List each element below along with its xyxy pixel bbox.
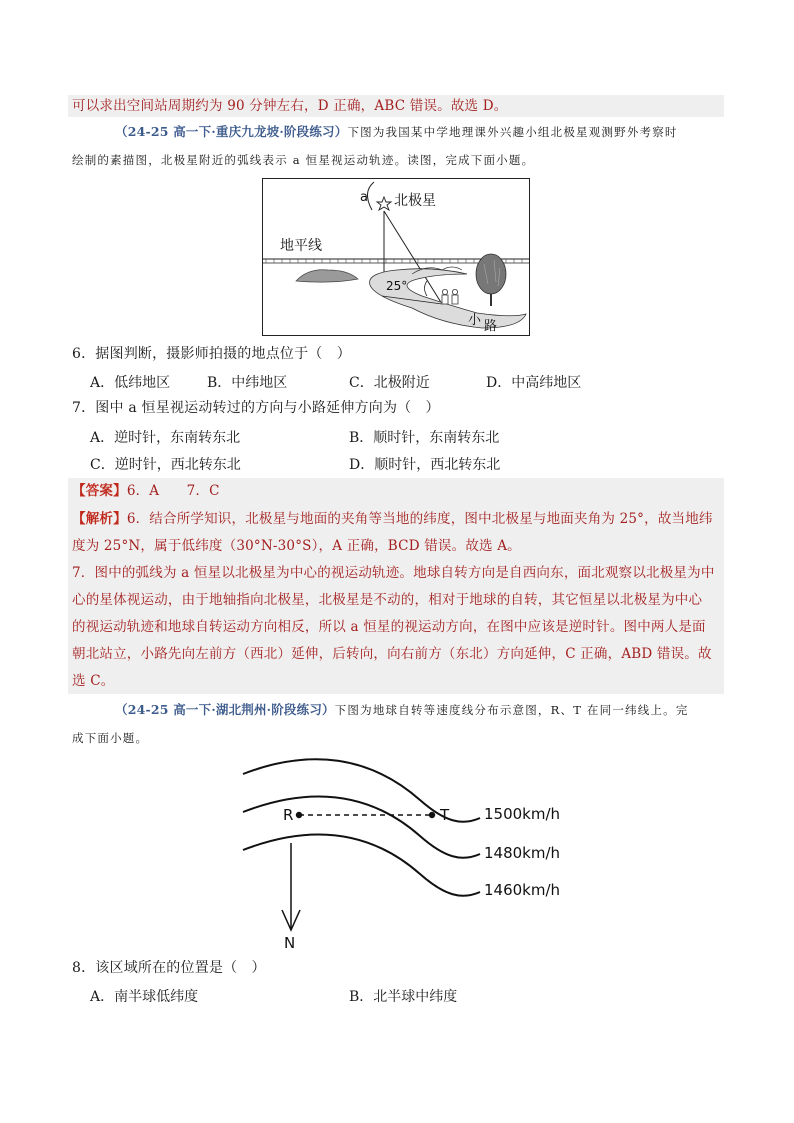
passage2-line-1 [115,700,689,720]
passage2-stem-2: 成下面小题。 [72,731,149,745]
q8-stem: 8．该区域所在的位置是（ ） [72,960,266,976]
point-R [296,812,302,818]
analysis-line-4: 心的星体视运动，由于地轴指向北极星，北极星是不动的，相对于地球的自转，其它恒星以北极星为中心 [72,592,703,608]
q8-option-b[interactable]: B．北半球中纬度 [349,989,458,1005]
q6-stem: 6．据图判断，摄影师拍摄的地点位于（ ） [72,346,351,362]
star-a-label: a [360,190,368,205]
analysis-line-5: 的视运动轨迹和地球自转运动方向相反，所以 a 恒星的视运动方向，在图中应该是逆时针。图中两人是面 [72,619,706,635]
q7-option-b[interactable]: B．顺时针，东南转东北 [349,430,500,446]
label-N: N [284,934,296,952]
analysis-text-1: 6．结合所学知识，北极星与地面的夹角等当地的纬度，图中北极星与地面夹角为 25°，故当地纬 [126,511,713,527]
speed-label-1500: 1500km/h [484,805,561,823]
passage1-source: （24-25 高一下·重庆九龙坡·阶段练习） [115,124,348,139]
passage1-stem-2: 绘制的素描图，北极星附近的弧线表示 a 恒星视运动轨迹。读图，完成下面小题。 [72,153,535,167]
q8-option-a[interactable]: A．南半球低纬度 [90,989,199,1005]
analysis-line-6: 朝北站立，小路先向左前方（西北）延伸，后转向，向右前方（东北）方向延伸，C 正确，ABD 错误。故 [72,646,712,662]
q6-option-a[interactable]: A．低纬地区 [90,375,171,391]
q7-option-c[interactable]: C．逆时针，西北转东北 [90,457,241,473]
q6-option-d[interactable]: D．中高纬地区 [486,375,582,391]
analysis-line-2: 度为 25°N，属于低纬度（30°N-30°S），A 正确，BCD 错误。故选 A。 [72,538,521,554]
passage1-stem-1: 下图为我国某中学地理课外兴趣小组北极星观测野外考察时 [347,125,678,139]
polaris-label: 北极星 [394,193,436,209]
q7-option-a[interactable]: A．逆时针，东南转东北 [90,430,241,446]
angle-label: 25° [386,279,408,293]
analysis-line-3: 7．图中的弧线为 a 恒星以北极星为中心的视运动轨迹。地球自转方向是自西向东，面北观察以北极星为中 [72,565,715,581]
label-R: R [283,806,294,824]
speed-label-1480: 1480km/h [484,844,561,862]
q7-stem: 7．图中 a 恒星视运动转过的方向与小路延伸方向为（ ） [72,400,440,416]
analysis-line-7: 选 C。 [72,673,115,689]
answer-text: 6．A 7．C [126,483,220,499]
analysis-line-1 [72,509,713,529]
answer-line [72,481,220,501]
road-label-2: 路 [484,319,498,334]
passage2-source: （24-25 高一下·湖北荆州·阶段练习） [115,702,335,717]
rotation-speed-isoline-figure [240,752,570,952]
intro-line: 可以求出空间站周期约为 90 分钟左右，D 正确，ABC 错误。故选 D。 [72,98,508,114]
q7-option-d[interactable]: D．顺时针，西北转东北 [349,457,501,473]
passage1-line-1 [115,122,678,142]
passage2-stem-1: 下图为地球自转等速度线分布示意图，R、T 在同一纬线上。完 [334,703,689,717]
tree-icon [476,254,506,294]
analysis-label: 【解析】 [72,511,127,527]
q6-option-b[interactable]: B．中纬地区 [207,375,288,391]
polaris-sketch-figure [262,178,530,336]
road-label-1: 小 [468,313,482,328]
answer-label: 【答案】 [72,483,127,499]
q6-option-c[interactable]: C．北极附近 [349,375,430,391]
isoline-1460 [243,835,480,896]
point-T [429,812,435,818]
horizon-label: 地平线 [280,238,322,254]
speed-label-1460: 1460km/h [484,881,561,899]
label-T: T [440,806,450,824]
